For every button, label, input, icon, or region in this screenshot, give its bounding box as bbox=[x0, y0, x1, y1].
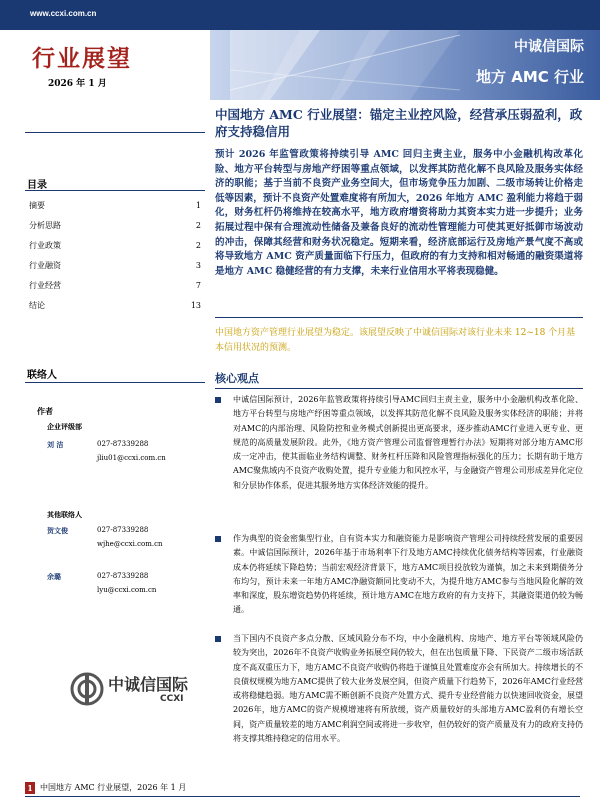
contact-email[interactable]: lyu@ccxi.com.cn bbox=[97, 586, 157, 594]
contact-phone: 027-87339288 bbox=[97, 526, 149, 534]
report-type: 行业展望 bbox=[32, 45, 132, 72]
toc-label: 行业经营 bbox=[29, 281, 61, 290]
toc-page: 7 bbox=[195, 281, 201, 290]
contact-name: 刘 洁 bbox=[47, 440, 64, 449]
report-date: 2026 年 1 月 bbox=[48, 79, 107, 89]
toc-page: 2 bbox=[195, 221, 201, 230]
contact-email[interactable]: jliu01@ccxi.com.cn bbox=[97, 454, 166, 462]
outlook-note: 中国地方资产管理行业展望为稳定。该展望反映了中诚信国际对该行业未来 12~18 个月基本信用状况的预测。 bbox=[215, 328, 576, 353]
table-of-contents bbox=[29, 196, 201, 316]
authors-label: 作者 bbox=[37, 406, 53, 416]
banner-decoration bbox=[230, 30, 460, 100]
summary-paragraph: 预计 2026 年监管政策将持续引导 AMC 回归主责主业，服务中小金融机构改革化险、地方平台转型与房地产纾困等重点领域，以发挥其防范化解不良风险及服务实体经济的职能；基于当前不良资产业务空间大，但市场竞争压力加剧、二级市场转让价格走低等因素，预计不良资产处置难度将有所加大，2026 年地方 AMC 盈利能力将趋于弱化，财务杠杆仍将维持在较高水平，地方政府增资将助力其资本实力进一步提升；业务拓展过程中保有合理流动性储备及兼备良好的流动性管理能力可使其更好抵御市场波动的冲击，保障其经营和财务状况稳定。短期来看，经济底部运行及房地产景气度不高或将导致地方 AMC 资产质量面临下行压力，但政府的有力支持和相对畅通的融资渠道将是地方 AMC 稳健经营的有力支撑，未来行业信用水平将表现稳健。 bbox=[215, 149, 583, 277]
header-banner bbox=[210, 30, 600, 100]
divider bbox=[215, 317, 583, 318]
logo-mark-icon bbox=[70, 672, 104, 706]
page-number: 1 bbox=[25, 782, 35, 794]
contact-name: 余璐 bbox=[47, 572, 61, 581]
toc-item[interactable] bbox=[29, 216, 201, 236]
toc-label: 摘要 bbox=[29, 201, 45, 210]
toc-label: 行业政策 bbox=[29, 241, 61, 250]
group-label: 其他联络人 bbox=[47, 510, 82, 519]
toc-page: 3 bbox=[195, 261, 201, 270]
toc-item[interactable] bbox=[29, 256, 201, 276]
website-url[interactable]: www.ccxi.com.cn bbox=[30, 9, 97, 18]
divider bbox=[25, 190, 205, 191]
divider bbox=[25, 382, 205, 383]
toc-item[interactable] bbox=[29, 276, 201, 296]
toc-label: 结论 bbox=[29, 301, 45, 310]
bullet-icon bbox=[215, 397, 221, 403]
divider bbox=[25, 132, 205, 133]
toc-item[interactable] bbox=[29, 236, 201, 256]
contact-email[interactable]: wjhe@ccxi.com.cn bbox=[97, 540, 163, 548]
sector-title: 地方 AMC 行业 bbox=[476, 68, 584, 86]
logo-text-cn: 中诚信国际 bbox=[108, 675, 189, 694]
contact-phone: 027-87339288 bbox=[97, 440, 149, 448]
divider bbox=[25, 796, 580, 797]
key-points-title: 核心观点 bbox=[215, 372, 259, 385]
logo-text-en: CCXI bbox=[160, 694, 184, 704]
toc-title: 目录 bbox=[27, 180, 47, 191]
bullet-icon bbox=[215, 636, 221, 642]
key-point-text: 当下国内不良资产多点分散、区域风险分布不均，中小金融机构、房地产、地方平台等领域风险仍较为突出，2026年不良资产收购业务拓展空间仍较大，但在出包质量下降、下民资产二级市场活跃度不高双重压力下，地方AMC不良资产收购仍将趋于谨慎且处置难度亦会有所加大。持续增长的不良债权规模为地方AMC提供了较大业务发展空间，但资产质量下行趋势下，2026年AMC行业经营或将稳健趋弱。地方AMC需不断创新不良资产处置方式、提升专业经营能力以快速回收资金，展望2026年，地方AMC的资产规模增速将有所放缓，资产质量较好的头部地方AMC盈利仍有增长空间，资产质量较差的地方AMC利润空间或将进一步收窄，但仍较好的资产质量及有力的政府支持仍将支撑其维持稳定的信用水平。 bbox=[233, 634, 583, 744]
company-name: 中诚信国际 bbox=[514, 39, 584, 55]
footer-text: 中国地方 AMC 行业展望，2026 年 1 月 bbox=[40, 783, 187, 792]
headline: 中国地方 AMC 行业展望：锚定主业控风险，经营承压弱盈利，政府支持稳信用 bbox=[215, 107, 583, 139]
toc-page: 1 bbox=[195, 201, 201, 210]
company-logo bbox=[70, 672, 210, 712]
toc-label: 分析思路 bbox=[29, 221, 61, 230]
toc-label: 行业融资 bbox=[29, 261, 61, 270]
toc-page: 2 bbox=[195, 241, 201, 250]
toc-item[interactable] bbox=[29, 196, 201, 216]
key-point-text: 中诚信国际预计，2026年监管政策将持续引导AMC回归主责主业，服务中小金融机构改革化险、地方平台转型与房地产纾困等重点领域，以发挥其防范化解不良风险及服务实体经济的职能；并将对AMC的内部治理、风险防控和业务模式创新提出更高要求，逐步推动AMC行业进入更专业、更规范的高质量发展阶段。此外，《地方资产管理公司监督管理暂行办法》短期将对部分地方AMC形成一定冲击，使其面临业务结构调整、财务杠杆压降和风险管理指标强化的压力；长期有助于地方AMC聚焦域内不良资产收购处置，提升专业能力和风控水平，与金融资产管理公司形成差异化定位和分层协作体系，促进其服务地方实体经济效能的提升。 bbox=[233, 395, 583, 490]
key-point-text: 作为典型的资金密集型行业，自有资本实力和融资能力是影响资产管理公司持续经营发展的重要因素。中诚信国际预计，2026年基于市场利率下行及地方AMC持续优化债务结构等因素，行业融资成本仍将延续下降趋势；当前宏观经济背景下，地方AMC项目投放较为谨慎，加之未来到期债务分布均匀，预计未来一年地方AMC净融资额同比变动不大，为提升地方AMC参与当地风险化解的效率和深度，股东增资趋势仍将延续，预计地方AMC在地方政府的有力支持下，其融资渠道仍较为畅通。 bbox=[233, 534, 583, 615]
divider bbox=[215, 388, 583, 389]
group-label: 企业评级部 bbox=[47, 422, 82, 431]
top-strip bbox=[0, 0, 600, 30]
toc-page: 13 bbox=[190, 301, 201, 310]
contacts-title: 联络人 bbox=[27, 370, 57, 381]
contact-name: 贺文俊 bbox=[47, 526, 68, 535]
contact-phone: 027-87339288 bbox=[97, 572, 149, 580]
bullet-icon bbox=[215, 536, 221, 542]
toc-item[interactable] bbox=[29, 296, 201, 316]
